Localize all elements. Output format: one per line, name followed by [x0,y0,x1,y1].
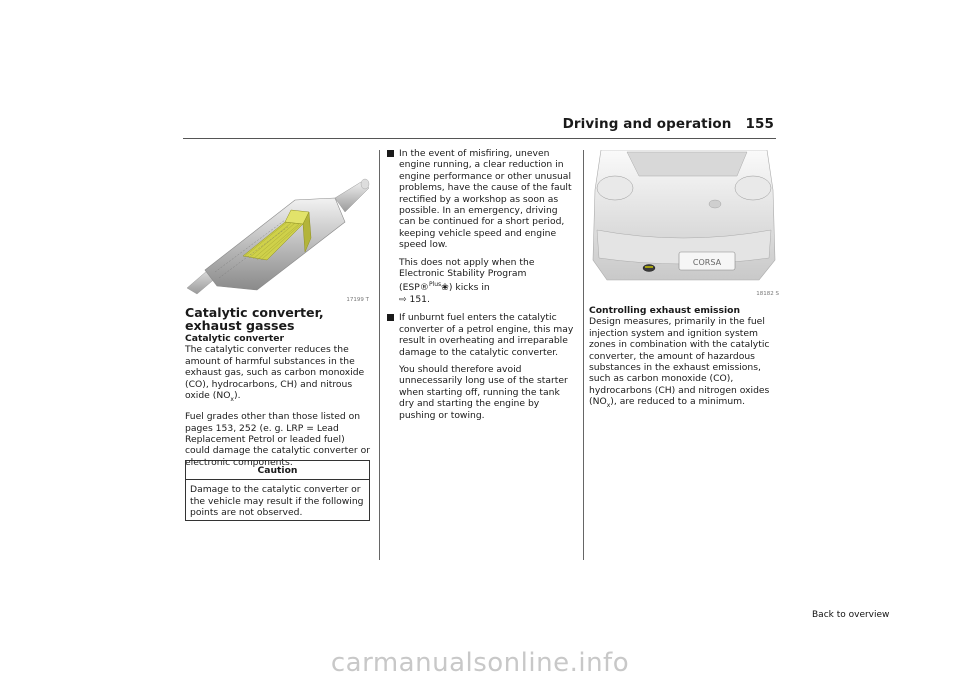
paragraph-catalytic-intro: The catalytic converter reduces the amount of harmful substances in the exhaust gas, such as carbon monoxide (CO), hydrocarbons, CH) and nitrous oxide $(NO_x)$. [185,344,365,403]
license-plate-text: CORSA [692,258,722,267]
section-title: Driving and operation [562,116,732,132]
subheading-catalytic-converter: Catalytic converter [185,333,285,344]
bullet-square-icon [387,314,394,321]
list-item [385,148,575,251]
caution-box [185,460,370,521]
left-column-text [185,333,370,474]
bullet-square-icon [387,150,394,157]
right-column-text [589,305,779,417]
paragraph-avoid-starter: You should therefore avoid unnecessarily long use of the starter when starting off, running the tank dry and starting the engine by pushing or towing. [399,363,568,421]
section-heading: Catalytic converter, exhaust gasses [185,305,324,333]
header-rule [183,138,776,139]
caution-body: Damage to the catalytic converter or the vehicle may result if the following points are not observed. [190,484,364,519]
back-to-overview-link[interactable]: Back to overview [812,610,890,620]
page-ref-arrow-icon: ⇨ [399,294,407,305]
paragraph-esp-exception: This does not apply when the Electronic Stability Program (ESP®$^{Plus}$❀) kicks in ⇨ 151. [399,256,535,305]
car-rear-exhaust-illustration [587,150,777,295]
page-header [563,116,774,132]
list-item [385,312,575,358]
catalytic-converter-illustration [185,160,371,303]
caution-title: Caution [186,461,369,480]
column-divider [583,150,584,560]
middle-column-text [385,148,575,427]
bullet-text-unburnt-fuel: If unburnt fuel enters the catalytic converter of a petrol engine, this may result in overheating and irreparable damage to the catalytic converter. [399,312,574,358]
esp-icon: ❀ [441,282,449,294]
figure-code: 17199 T [346,297,369,303]
watermark: carmanualsonline.info [330,648,630,678]
bullet-text-misfiring: In the event of misfiring, uneven engine running, a clear reduction in engine performance or other unusual problems, have the cause of the fault rectified by a workshop as soon as possible. In an emergency, driving can be continued for a short period, keeping vehicle speed and engine speed low. [399,148,572,251]
column-divider [379,150,380,560]
figure-code: 18182 S [756,291,779,297]
page-number: 155 [745,116,774,132]
paragraph-exhaust-emission: Design measures, primarily in the fuel injection system and ignition system zones in combination with the catalytic converter, the amount of hazardous substances in the exhaust emissions, such as carbon monoxide (CO), hydrocarbons (CH) and nitrogen oxides $(NO_x)$, are reduced to a minimum. [589,316,770,410]
subheading-controlling-exhaust: Controlling exhaust emission [589,305,740,316]
page-ref[interactable]: 151. [409,293,430,305]
paragraph-fuel-grades: Fuel grades other than those listed on pages 153, 252 (e. g. LRP = Lead Replacement Petrol or leaded fuel) could damage the catalytic converter or electronic components. [185,411,370,468]
